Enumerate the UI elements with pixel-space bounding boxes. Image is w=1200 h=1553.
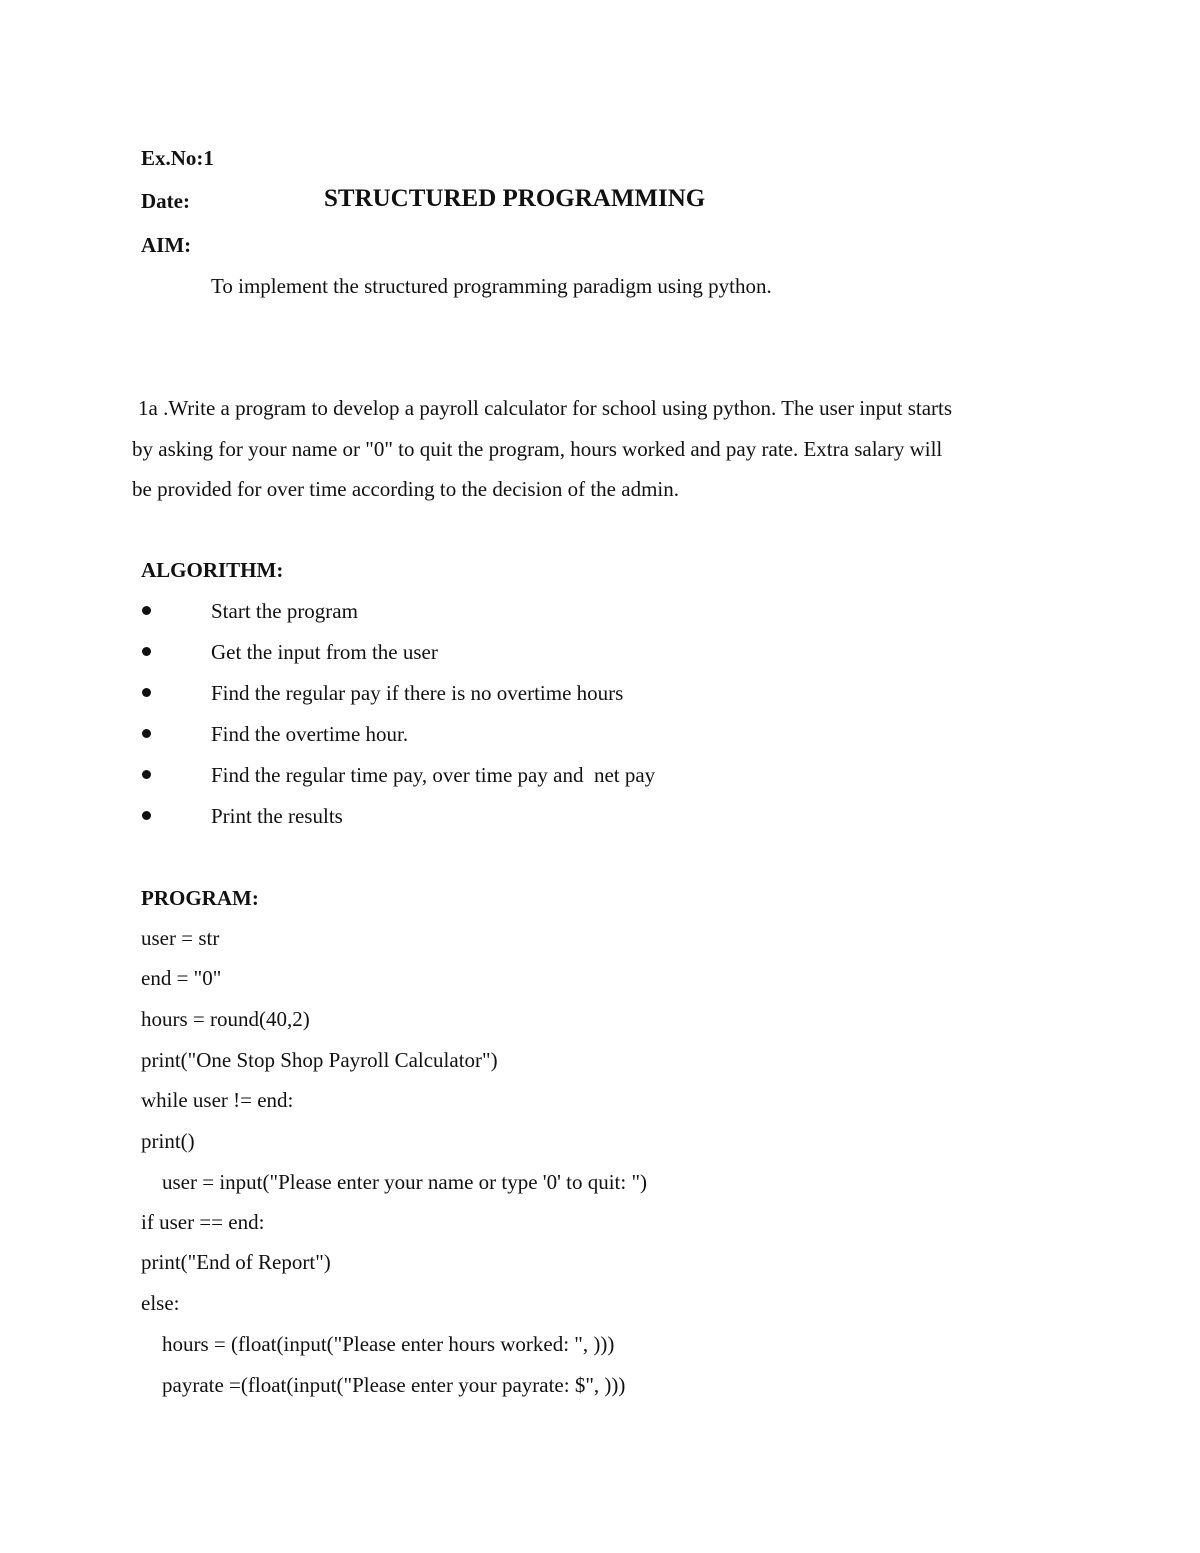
bullet-icon — [142, 606, 151, 615]
algorithm-step: Find the overtime hour. — [211, 722, 409, 746]
aim-text: To implement the structured programming paradigm using python. — [211, 274, 772, 298]
code-line: print() — [141, 1129, 195, 1153]
code-line: user = str — [141, 926, 220, 950]
algorithm-heading: ALGORITHM: — [141, 558, 284, 582]
algorithm-step: Start the program — [211, 599, 358, 623]
code-line: end = "0" — [141, 966, 222, 990]
algorithm-step: Find the regular pay if there is no overtime hours — [211, 681, 624, 705]
bullet-icon — [142, 811, 151, 820]
code-line: hours = round(40,2) — [141, 1007, 310, 1031]
problem-line: be provided for over time according to the decision of the admin. — [132, 477, 679, 501]
code-line: print("End of Report") — [141, 1250, 331, 1274]
algorithm-step: Get the input from the user — [211, 640, 438, 664]
bullet-icon — [142, 729, 151, 738]
problem-line: 1a .Write a program to develop a payroll calculator for school using python. The user input starts — [138, 396, 953, 420]
page-title: STRUCTURED PROGRAMMING — [324, 185, 706, 212]
algorithm-step: Find the regular time pay, over time pay and net pay — [211, 763, 656, 787]
code-line: else: — [141, 1291, 180, 1315]
exercise-number: Ex.No:1 — [141, 146, 214, 170]
date-label: Date: — [141, 189, 190, 213]
bullet-icon — [142, 647, 151, 656]
code-line: print("One Stop Shop Payroll Calculator") — [141, 1048, 498, 1072]
code-line: hours = (float(input("Please enter hours worked: ", ))) — [141, 1332, 615, 1356]
problem-line: by asking for your name or "0" to quit the program, hours worked and pay rate. Extra salary will — [132, 437, 943, 461]
bullet-icon — [142, 770, 151, 779]
algorithm-step: Print the results — [211, 804, 343, 828]
bullet-icon — [142, 688, 151, 697]
aim-heading: AIM: — [141, 233, 192, 257]
code-line: user = input("Please enter your name or type '0' to quit: ") — [141, 1170, 648, 1194]
code-line: while user != end: — [141, 1088, 294, 1112]
code-line: payrate =(float(input("Please enter your payrate: $", ))) — [141, 1373, 626, 1397]
code-line: if user == end: — [141, 1210, 265, 1234]
program-heading: PROGRAM: — [141, 886, 259, 910]
